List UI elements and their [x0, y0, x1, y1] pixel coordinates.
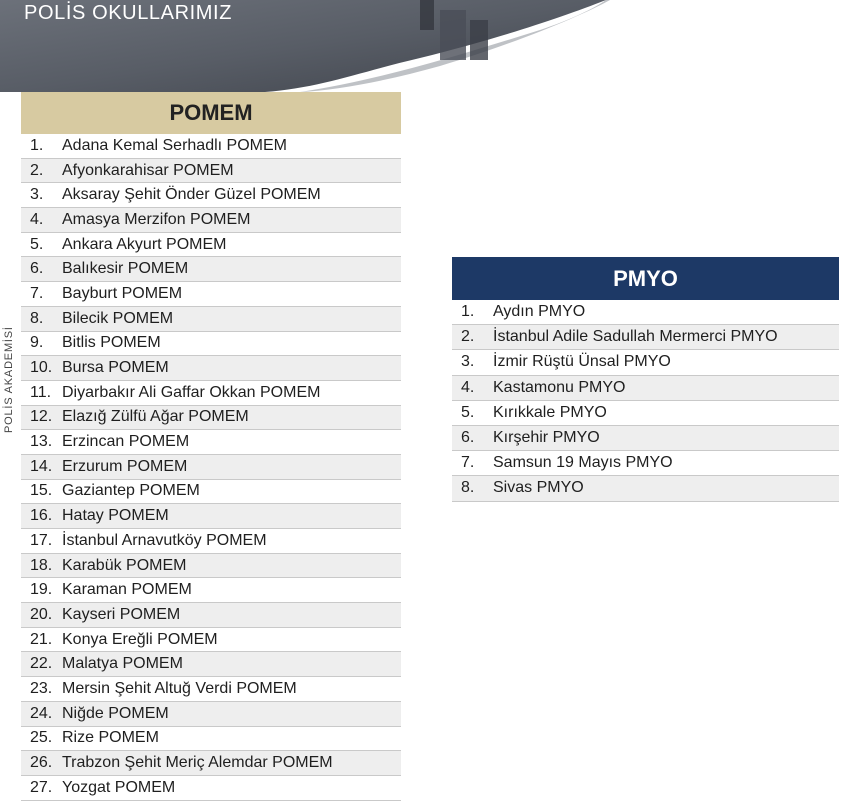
item-number: 11. [30, 383, 52, 401]
item-number: 18. [30, 556, 53, 574]
pmyo-table [452, 257, 839, 502]
item-number: 7. [461, 454, 475, 472]
item-number: 17. [30, 531, 53, 549]
item-number: 27. [30, 778, 53, 796]
item-name: İstanbul Arnavutköy POMEM [62, 531, 267, 549]
list-item [21, 257, 401, 282]
list-item [21, 356, 401, 381]
item-number: 5. [461, 403, 475, 421]
item-name: Erzurum POMEM [62, 457, 188, 475]
item-name: İzmir Rüştü Ünsal PMYO [493, 353, 671, 371]
item-name: Bitlis POMEM [62, 334, 161, 352]
item-number: 4. [461, 378, 475, 396]
item-number: 20. [30, 605, 53, 623]
item-name: Samsun 19 Mayıs PMYO [493, 454, 673, 472]
item-name: Yozgat POMEM [62, 778, 176, 796]
item-name: Aydın PMYO [493, 303, 586, 321]
item-name: Bursa POMEM [62, 359, 169, 377]
item-name: Sivas PMYO [493, 479, 584, 497]
list-item [21, 282, 401, 307]
list-item [452, 350, 839, 375]
item-number: 2. [461, 328, 475, 346]
item-name: Hatay POMEM [62, 507, 169, 525]
list-item [21, 529, 401, 554]
item-name: Trabzon Şehit Meriç Alemdar POMEM [62, 754, 333, 772]
list-item [452, 300, 839, 325]
item-name: Rize POMEM [62, 729, 159, 747]
item-name: Kayseri POMEM [62, 605, 181, 623]
item-name: Bilecik POMEM [62, 309, 174, 327]
item-number: 15. [30, 482, 53, 500]
item-number: 26. [30, 754, 53, 772]
list-item [21, 504, 401, 529]
item-number: 3. [461, 353, 475, 371]
list-item [452, 376, 839, 401]
list-item [21, 628, 401, 653]
pomem-table-header: POMEM [21, 92, 401, 134]
list-item [21, 233, 401, 258]
list-item [21, 406, 401, 431]
item-name: İstanbul Adile Sadullah Mermerci PMYO [493, 328, 778, 346]
item-name: Gaziantep POMEM [62, 482, 200, 500]
item-number: 7. [30, 284, 44, 302]
list-item [452, 401, 839, 426]
item-number: 3. [30, 186, 44, 204]
item-number: 25. [30, 729, 53, 747]
side-vertical-label: POLİS AKADEMİSİ [3, 326, 15, 433]
list-item [452, 451, 839, 476]
header-banner [0, 0, 846, 95]
item-name: Bayburt POMEM [62, 284, 183, 302]
list-item [21, 578, 401, 603]
item-number: 24. [30, 704, 53, 722]
list-item [21, 727, 401, 752]
item-name: Ankara Akyurt POMEM [62, 235, 227, 253]
item-name: Elazığ Zülfü Ağar POMEM [62, 408, 249, 426]
item-name: Kastamonu PMYO [493, 378, 626, 396]
list-item [452, 426, 839, 451]
item-number: 4. [30, 210, 44, 228]
list-item [21, 776, 401, 801]
list-item [21, 554, 401, 579]
list-item [21, 134, 401, 159]
item-name: Aksaray Şehit Önder Güzel POMEM [62, 186, 321, 204]
item-name: Karabük POMEM [62, 556, 187, 574]
list-item [452, 476, 839, 501]
item-number: 5. [30, 235, 44, 253]
page-title: POLİS OKULLARIMIZ [24, 2, 233, 24]
item-number: 8. [461, 479, 475, 497]
list-item [21, 183, 401, 208]
item-number: 12. [30, 408, 53, 426]
list-item [21, 652, 401, 677]
list-item [21, 702, 401, 727]
list-item [21, 455, 401, 480]
item-number: 6. [30, 260, 44, 278]
item-name: Malatya POMEM [62, 655, 183, 673]
item-name: Karaman POMEM [62, 581, 192, 599]
item-name: Kırıkkale PMYO [493, 403, 607, 421]
pomem-list [21, 134, 401, 801]
item-name: Erzincan POMEM [62, 433, 190, 451]
item-name: Amasya Merzifon POMEM [62, 210, 251, 228]
item-number: 10. [30, 359, 53, 377]
item-number: 9. [30, 334, 44, 352]
item-name: Afyonkarahisar POMEM [62, 161, 234, 179]
item-number: 1. [30, 136, 44, 154]
item-number: 13. [30, 433, 53, 451]
item-number: 21. [30, 630, 53, 648]
list-item [21, 381, 401, 406]
item-number: 1. [461, 303, 475, 321]
item-number: 2. [30, 161, 44, 179]
list-item [452, 325, 839, 350]
item-number: 23. [30, 679, 53, 697]
item-number: 8. [30, 309, 44, 327]
pmyo-list [452, 300, 839, 502]
item-number: 19. [30, 581, 53, 599]
item-number: 14. [30, 457, 53, 475]
pomem-table [21, 92, 401, 801]
list-item [21, 603, 401, 628]
list-item [21, 208, 401, 233]
item-name: Mersin Şehit Altuğ Verdi POMEM [62, 679, 297, 697]
item-number: 16. [30, 507, 53, 525]
list-item [21, 307, 401, 332]
list-item [21, 677, 401, 702]
list-item [21, 751, 401, 776]
list-item [21, 480, 401, 505]
list-item [21, 159, 401, 184]
pmyo-table-header: PMYO [452, 257, 839, 300]
item-name: Niğde POMEM [62, 704, 169, 722]
item-name: Konya Ereğli POMEM [62, 630, 218, 648]
item-number: 6. [461, 429, 475, 447]
item-name: Kırşehir PMYO [493, 429, 600, 447]
list-item [21, 430, 401, 455]
list-item [21, 332, 401, 357]
item-name: Balıkesir POMEM [62, 260, 189, 278]
item-number: 22. [30, 655, 53, 673]
item-name: Diyarbakır Ali Gaffar Okkan POMEM [62, 383, 321, 401]
item-name: Adana Kemal Serhadlı POMEM [62, 136, 287, 154]
